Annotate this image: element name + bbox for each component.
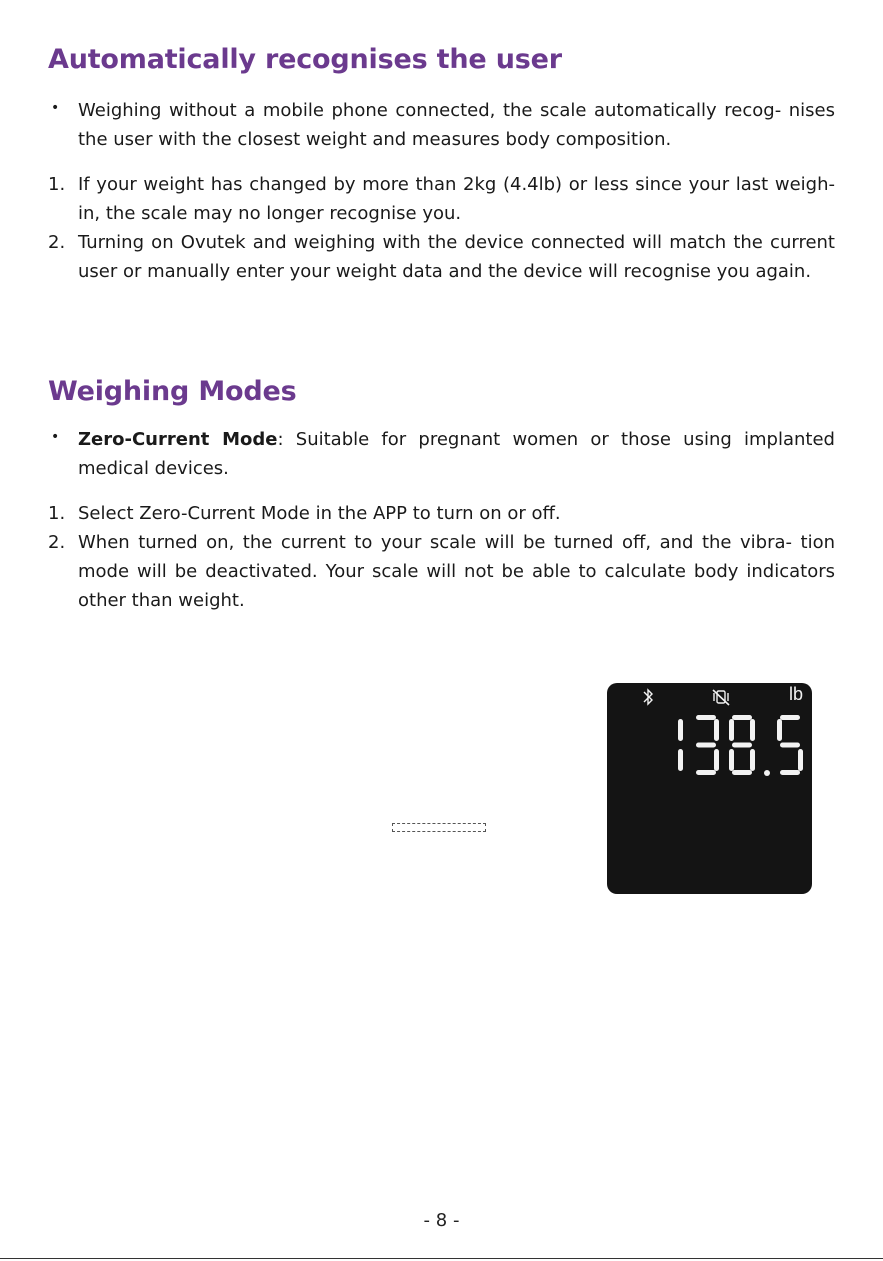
bullet-text — [78, 425, 835, 483]
list-text: Turning on Ovutek and weighing with the device connected will match the current user or manually enter your weight data and the device will recognise you again. — [78, 232, 835, 282]
footer-rule — [0, 1258, 883, 1259]
list-item — [48, 170, 835, 228]
list-text: If your weight has changed by more than 2kg (4.4lb) or less since your last weigh-in, the scale may no longer recognise you. — [78, 174, 835, 224]
bullet-marker: • — [51, 100, 60, 116]
lcd-segment — [780, 743, 800, 748]
lcd-segment — [714, 749, 719, 771]
lcd-segment — [798, 749, 803, 771]
list-item — [48, 499, 835, 528]
list-item — [48, 228, 835, 286]
scale-display-panel — [607, 683, 812, 894]
dashed-placeholder-box — [392, 823, 486, 832]
lcd-segment — [732, 743, 752, 748]
lcd-segment — [777, 719, 782, 741]
list-text: Select Zero-Current Mode in the APP to turn on or off. — [78, 503, 561, 524]
bullet-text: Weighing without a mobile phone connected, the scale automatically recog- nises the user with the closest weight and measures body composition. — [78, 100, 835, 150]
lcd-decimal-point — [764, 770, 770, 776]
lcd-segment — [696, 715, 716, 720]
mode-description: : Suitable for pregnant women or those using implanted medical devices. — [78, 429, 835, 479]
bullet-item — [48, 425, 835, 483]
lcd-segment — [732, 715, 752, 720]
lcd-segment — [750, 749, 755, 771]
lcd-segment — [678, 749, 683, 771]
mode-name: Zero-Current Mode — [78, 429, 278, 450]
list-number: 2. — [48, 232, 66, 253]
section-recognition-body — [48, 96, 835, 286]
lcd-segment — [732, 770, 752, 775]
list-number: 2. — [48, 532, 66, 553]
weight-unit-label: lb — [789, 684, 804, 704]
section-title-weighing-modes: Weighing Modes — [48, 376, 297, 407]
lcd-segment — [780, 770, 800, 775]
section-weighing-modes-body — [48, 425, 835, 615]
lcd-segment — [729, 749, 734, 771]
list-number: 1. — [48, 174, 66, 195]
lcd-segment — [678, 719, 683, 741]
lcd-segment — [729, 719, 734, 741]
lcd-segment — [780, 715, 800, 720]
bullet-marker: • — [51, 429, 60, 445]
lcd-segment — [696, 743, 716, 748]
page-number: - 8 - — [423, 1210, 460, 1231]
weight-reading-digits — [607, 683, 812, 894]
list-item — [48, 528, 835, 615]
lcd-segment — [750, 719, 755, 741]
list-number: 1. — [48, 503, 66, 524]
bullet-item — [48, 96, 835, 154]
lcd-segment — [714, 719, 719, 741]
lcd-segment — [696, 770, 716, 775]
list-text: When turned on, the current to your scale will be turned off, and the vibra- tion mode will be deactivated. Your scale will not be able to calculate body indicators other than weight. — [78, 532, 835, 611]
section-title-recognition: Automatically recognises the user — [48, 44, 562, 75]
